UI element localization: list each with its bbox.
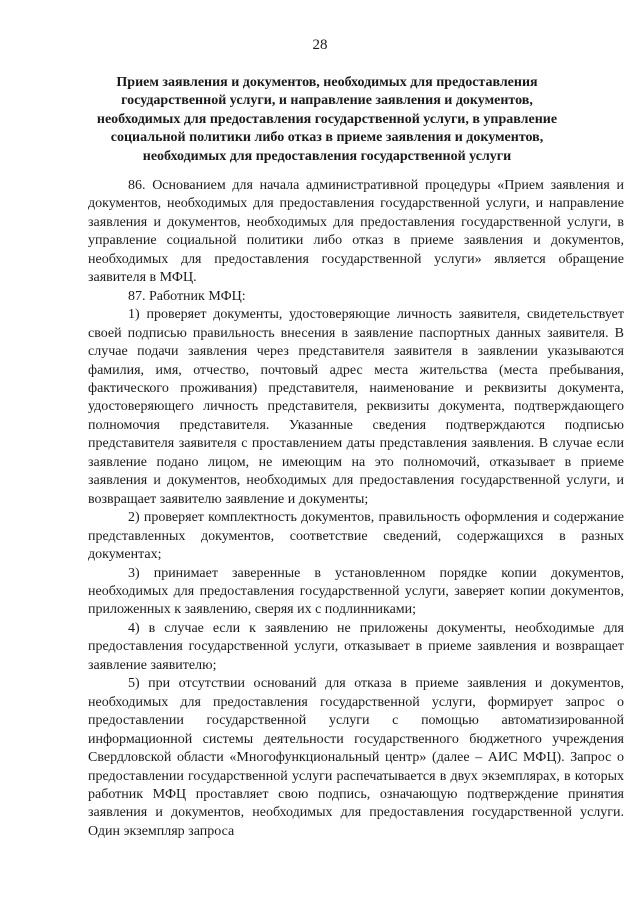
paragraph-87: 87. Работник МФЦ: xyxy=(128,288,246,304)
list-item-5: 5) при отсутствии оснований для отказа в приеме заявления и документов, необходимых для предоставления государственной услуги, формирует запрос о предоставлении государственной услуги с помощью автоматизированной информационной системы деятельности государственного бюджетного учреждения Свердловской области «Многофункциональный центр» (далее – АИС МФЦ). Запрос о предоставлении государственной услуги распечатывается в двух экземплярах, в которых работник МФЦ проставляет свою подпись, означающую подтверждение принятия заявления и документов, необходимых для предоставления государственной услуги. Один экземпляр запроса xyxy=(88,676,624,839)
list-item-1: 1) проверяет документы, удостоверяющие личность заявителя, свидетельствует своей подписью правильность внесения в заявление паспортных данных заявителя. В случае подачи заявления через представителя заявителя в заявлении указываются фамилия, имя, отчество, почтовый адрес места жительства (места пребывания, фактического проживания) представителя, наименование и реквизиты документа, удостоверяющего личность представителя, реквизиты документа, подтверждающего полномочия представителя. Указанные сведения подтверждаются подписью представителя заявителя с проставлением даты представления заявления. В случае если заявление подано лицом, не имеющим на это полномочий, отказывает в приеме заявления и документов, необходимых для предоставления государственной услуги, и возвращает заявителю заявление и документы; xyxy=(88,307,624,507)
list-item-2: 2) проверяет комплектность документов, правильность оформления и содержание представленных документов, соответствие сведений, содержащихся в разных документах; xyxy=(88,510,624,563)
section-title: Прием заявления и документов, необходимых для предоставления государственной услуги, и направление заявления и документов, необходимых для предоставления государственной услуги, в управление социальной политики либо отказ в приеме заявления и документов, необходимых для предоставления государственной услуги xyxy=(96,75,558,164)
list-item-3: 3) принимает заверенные в установленном порядке копии документов, необходимых для предоставления государственной услуги, заверяет копии документов, приложенных к заявлению, сверяя их с подлинниками; xyxy=(88,565,624,618)
page-number: 28 xyxy=(312,37,328,53)
paragraph-86: 86. Основанием для начала административной процедуры «Прием заявления и документов, необходимых для предоставления государственной услуги, и направление заявления и документов, необходимых для предоставления государственной услуги, в управление социальной политики либо отказ в приеме заявления и документов, необходимых для предоставления государственной услуги» является обращение заявителя в МФЦ. xyxy=(88,178,624,286)
list-item-4: 4) в случае если к заявлению не приложены документы, необходимые для предоставления государственной услуги, отказывает в приеме заявления и возвращает заявление заявителю; xyxy=(88,620,624,673)
document-body xyxy=(88,177,624,841)
